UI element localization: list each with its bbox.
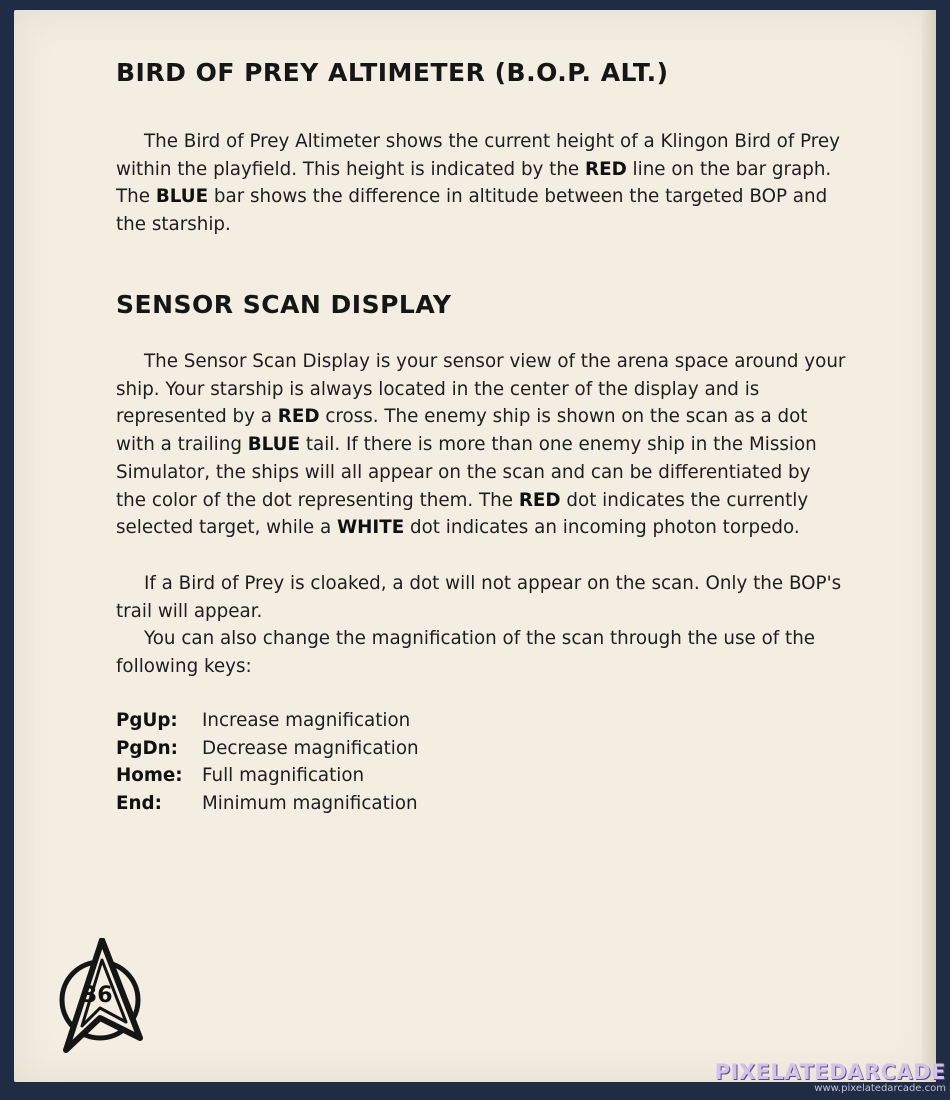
keyword-red: RED [277, 406, 320, 428]
key-list [116, 707, 419, 818]
keyword-red: RED [518, 489, 561, 511]
keyword-white: WHITE [336, 517, 405, 539]
keyword-red: RED [585, 158, 627, 180]
sensor-paragraph-3: You can also change the magnification of the scan through the use of the following keys: [116, 628, 816, 677]
page-number: 36 [82, 983, 113, 1008]
manual-page [14, 10, 936, 1082]
altimeter-heading: BIRD OF PREY ALTIMETER (B.O.P. ALT.) [116, 58, 669, 87]
sensor-text-2: cross. The enemy ship is shown on the scan as a dot with a trailing [116, 406, 808, 456]
altimeter-text-2: line on the bar graph. The [116, 158, 832, 208]
sensor-text-1: The Sensor Scan Display is your sensor view of the arena space around your ship. Your starship is always located in the center of the display and is represented by a [116, 351, 846, 428]
watermark [715, 1062, 946, 1095]
sensor-paragraph-2: If a Bird of Prey is cloaked, a dot will not appear on the scan. Only the BOP's trail will appear. [116, 573, 842, 622]
page-edge [922, 10, 936, 1082]
sensor-text-5: dot indicates an incoming photon torpedo. [404, 517, 800, 539]
key-description: Full magnification [202, 765, 365, 787]
sensor-text-4: dot indicates the currently selected target, while a [116, 489, 809, 539]
key-description: Decrease magnification [202, 737, 419, 759]
sensor-heading: SENSOR SCAN DISPLAY [116, 290, 452, 319]
sensor-text-3: tail. If there is more than one enemy ship in the Mission Simulator, the ships will all appear on the scan and can be differentiated by the color of the dot representing them. The [116, 434, 817, 511]
watermark-url: www.pixelatedarcade.com [814, 1083, 946, 1094]
altimeter-text-3: bar shows the difference in altitude between the targeted BOP and the starship. [116, 186, 828, 236]
key-name: PgUp: [116, 710, 178, 731]
key-row-end [116, 790, 419, 818]
key-description: Minimum magnification [202, 793, 418, 815]
keyword-blue: BLUE [155, 186, 209, 208]
key-row-pgdn [116, 735, 419, 763]
altimeter-paragraph [116, 128, 846, 239]
page-number-badge [52, 938, 152, 1058]
sensor-paragraph-1 [116, 348, 846, 542]
key-name: PgDn: [116, 737, 178, 759]
altimeter-text-1: The Bird of Prey Altimeter shows the current height of a Klingon Bird of Prey within the playfield. This height is indicated by the [116, 131, 840, 180]
key-name: End: [116, 793, 162, 815]
keyword-blue: BLUE [247, 434, 301, 456]
watermark-brand: PIXELATEDARCADE [714, 1060, 946, 1084]
key-row-pgup [116, 707, 419, 735]
key-description: Increase magnification [202, 710, 411, 731]
key-name: Home: [116, 765, 183, 787]
key-row-home [116, 762, 419, 790]
